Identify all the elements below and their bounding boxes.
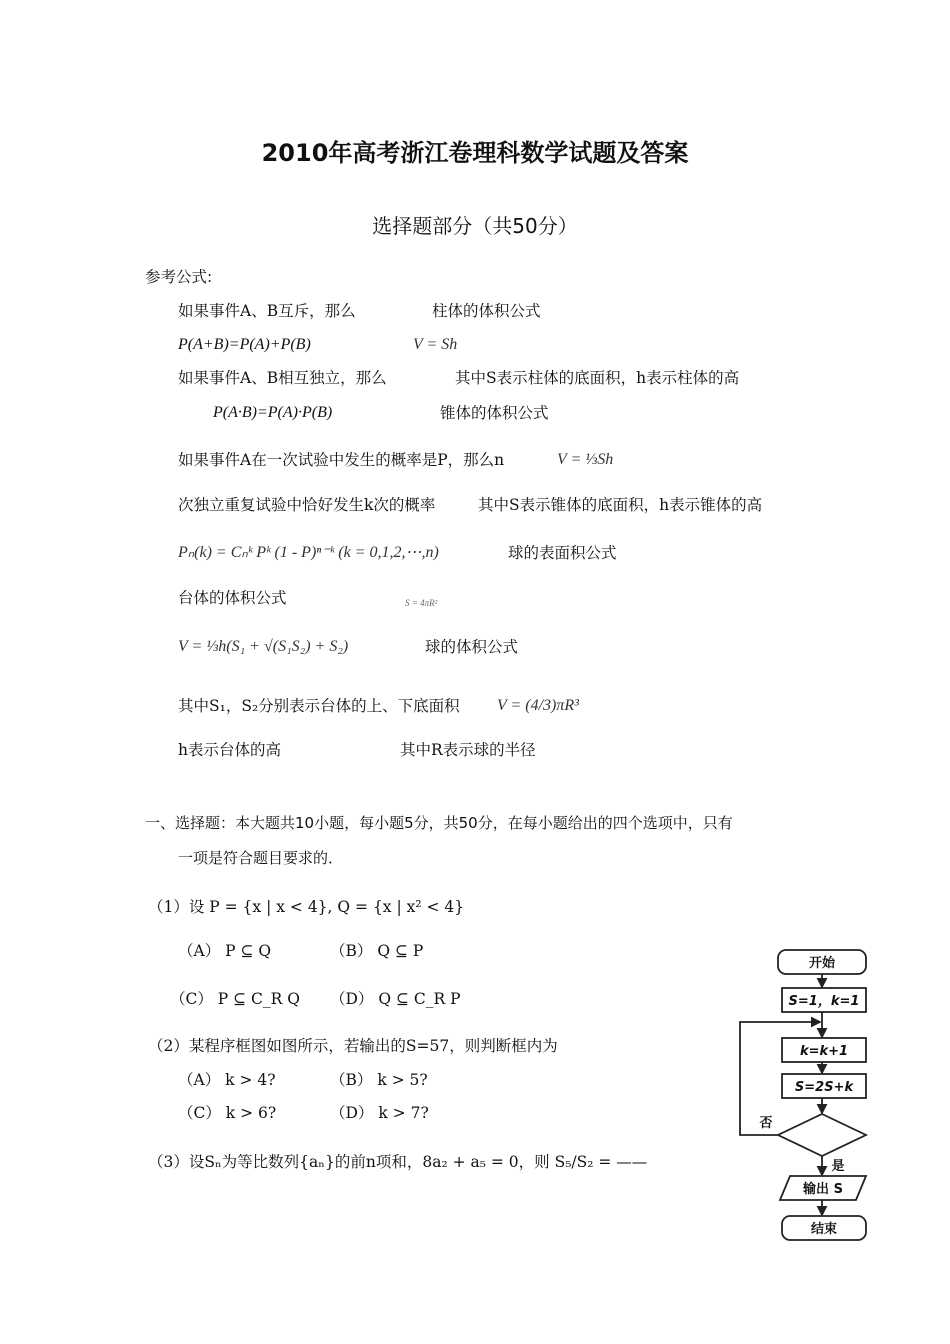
flow-step2-label: S=2S+k: [794, 1080, 854, 1095]
flow-output-label: 输出 S: [803, 1182, 843, 1197]
formula-left-3: P(A·B)=P(A)·P(B): [213, 404, 333, 421]
formula-left-8: V = ⅓h(S₁ + √(S₁S₂) + S₂): [178, 638, 349, 655]
formula-left-1: P(A+B)=P(A)+P(B): [178, 336, 311, 353]
question-1-option-c: （C） P ⊆ C_R Q: [170, 990, 300, 1008]
flow-decision-node: [778, 1114, 866, 1156]
formula-left-4: 如果事件A在一次试验中发生的概率是P，那么n: [178, 451, 505, 469]
document-title: 2010年高考浙江卷理科数学试题及答案: [261, 139, 689, 167]
flow-start-label: 开始: [808, 956, 836, 971]
formula-right-6: 球的表面积公式: [508, 544, 617, 562]
section-instructions-line2: 一项是符合题目要求的．: [178, 849, 344, 867]
formula-left-2: 如果事件A、B相互独立，那么: [178, 369, 387, 387]
flow-end-label: 结束: [810, 1222, 838, 1237]
program-flowchart: [730, 940, 880, 1250]
formula-right-7: S = 4πR²: [405, 598, 438, 608]
formula-left-5: 次独立重复试验中恰好发生k次的概率: [178, 496, 436, 514]
section-instructions-line1: 一、选择题：本大题共10小题，每小题5分，共50分，在每小题给出的四个选项中，只有: [145, 814, 733, 832]
formula-right-3: 锥体的体积公式: [440, 404, 549, 422]
formula-right-0: 柱体的体积公式: [432, 302, 541, 320]
flow-step1-label: k=k+1: [799, 1044, 849, 1059]
question-2-stem: （2）某程序框图如图所示，若输出的S=57，则判断框内为: [148, 1037, 558, 1055]
formula-right-10: 其中R表示球的半径: [400, 741, 536, 759]
question-2-option-b: （B） k > 5?: [330, 1071, 428, 1089]
formula-right-4: V = ⅓Sh: [557, 451, 614, 468]
question-1-option-b: （B） Q ⊆ P: [330, 942, 424, 960]
question-1-option-a: （A） P ⊆ Q: [178, 942, 272, 960]
formula-left-9: 其中S₁，S₂分别表示台体的上、下底面积: [178, 697, 460, 715]
formula-left-10: h表示台体的高: [178, 741, 281, 759]
flow-no-label: 否: [759, 1116, 773, 1131]
formula-right-5: 其中S表示锥体的底面积，h表示锥体的高: [478, 496, 763, 514]
formula-left-7: 台体的体积公式: [178, 589, 287, 607]
question-3-stem: （3）设Sₙ为等比数列{aₙ}的前n项和，8a₂ + a₅ = 0，则 S₅/S₂ = ——: [148, 1153, 648, 1171]
section-subtitle: 选择题部分（共50分）: [372, 214, 578, 238]
formula-right-9: V = (4/3)πR³: [497, 697, 579, 714]
question-2-option-a: （A） k > 4?: [178, 1071, 276, 1089]
formulas-heading: 参考公式:: [145, 268, 213, 286]
flow-init-label: S=1，k=1: [788, 994, 860, 1009]
question-2-option-c: （C） k > 6?: [178, 1104, 277, 1122]
formula-right-2: 其中S表示柱体的底面积，h表示柱体的高: [455, 369, 740, 387]
question-1-stem: （1）设 P = {x | x < 4}, Q = {x | x² < 4}: [148, 898, 465, 916]
flow-yes-label: 是: [831, 1159, 845, 1174]
formula-right-1: V = Sh: [413, 336, 458, 353]
formula-left-0: 如果事件A、B互斥，那么: [178, 302, 356, 320]
formula-left-6: Pₙ(k) = Cₙᵏ Pᵏ (1 - P)ⁿ⁻ᵏ (k = 0,1,2,⋯,n): [178, 544, 439, 561]
question-1-option-d: （D） Q ⊆ C_R P: [330, 990, 461, 1008]
formula-right-8: 球的体积公式: [425, 638, 519, 656]
question-2-option-d: （D） k > 7?: [330, 1104, 429, 1122]
